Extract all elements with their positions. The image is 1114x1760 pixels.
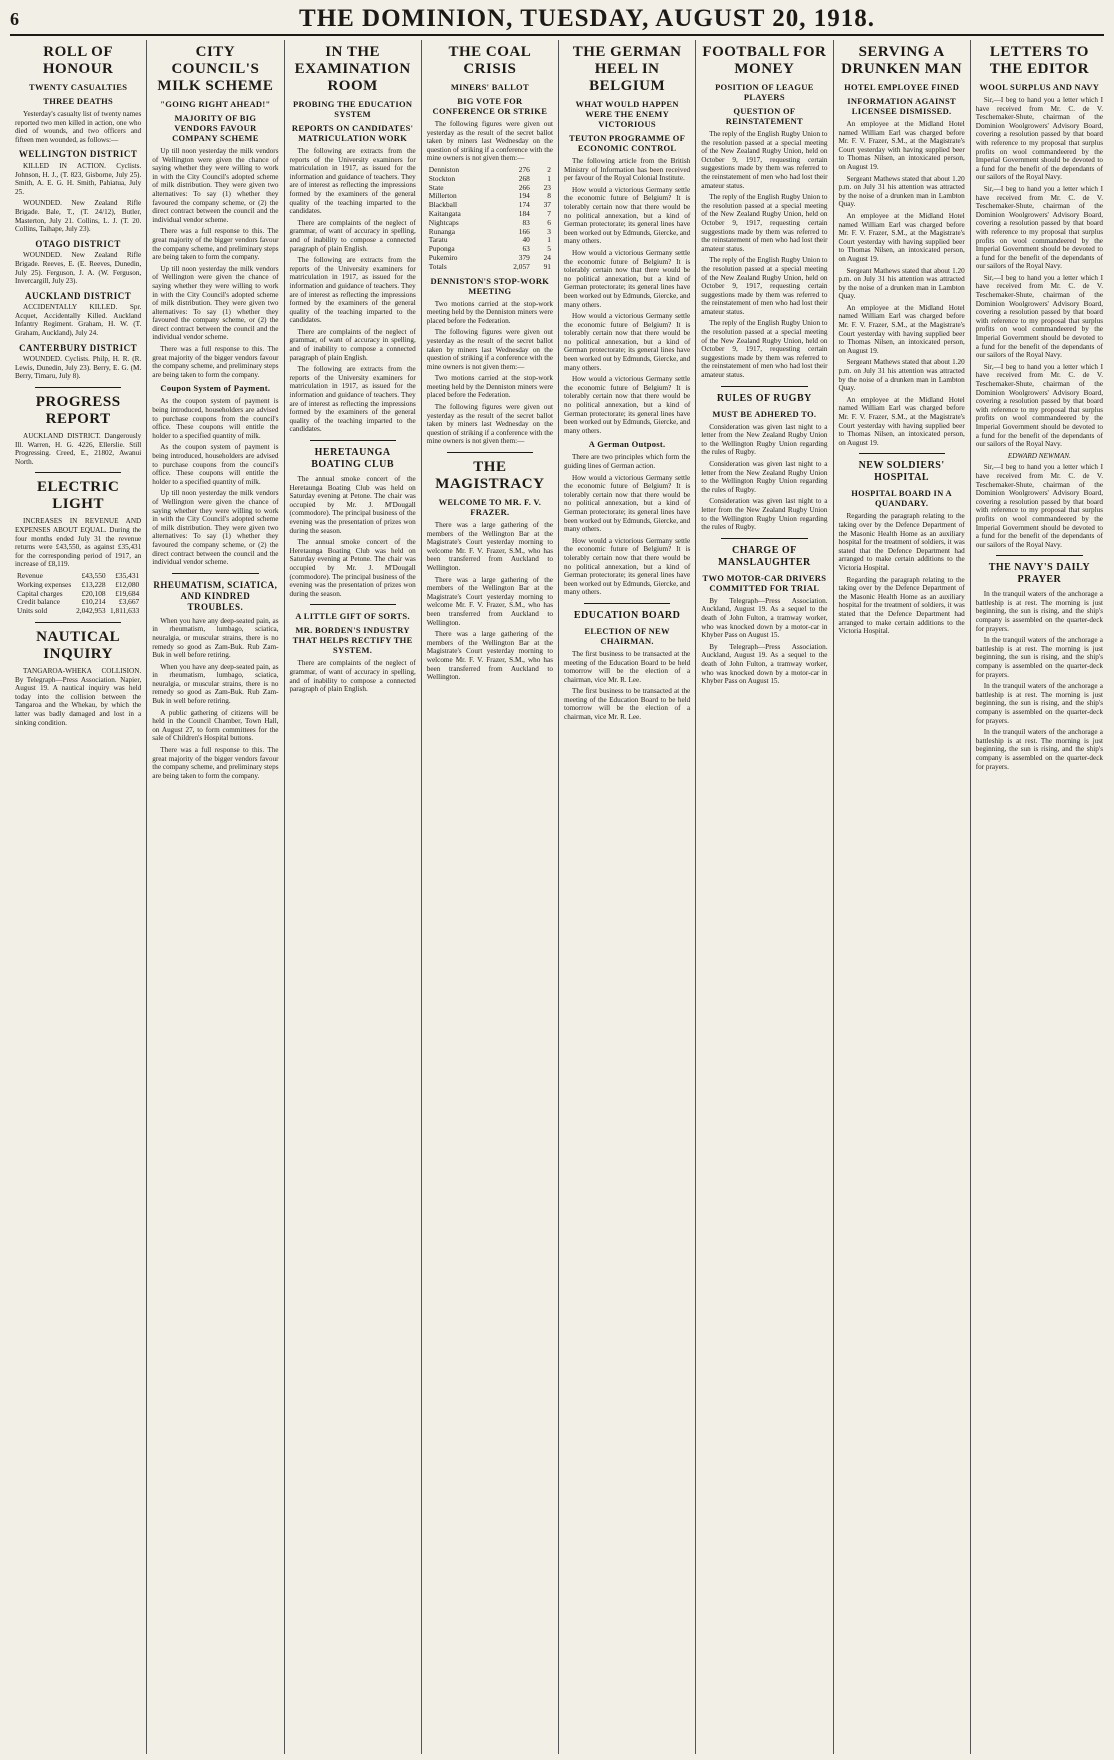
paragraph: How would a victorious Germany settle the economic future of Belgium? It is tolerably certain now that there would be no political annexation, but a kind of German protectorate; its general lines have been worked out by Edmunds, Giercke, and many others. bbox=[564, 185, 691, 246]
paragraph: There was a full response to this. The great majority of the bigger vendors favour the company scheme, and preliminary steps are being taken to form the company. bbox=[152, 227, 279, 262]
columns bbox=[10, 40, 1108, 1754]
paragraph: There are two principles which form the guiding lines of German action. bbox=[564, 453, 691, 470]
paragraph: The following article from the British Ministry of Information has been received per favour of the Royal Colonial Institute. bbox=[564, 157, 691, 183]
district-heading: WELLINGTON DISTRICT bbox=[18, 149, 138, 160]
paragraph: When you have any deep-seated pain, as in rheumatism, lumbago, sciatica, neuralgia, or muscular strains, there is no remedy so good as Zam-Buk. Rub Zam-Buk in well before retiring. bbox=[152, 616, 279, 660]
table-row: Pukemiro 379 24 bbox=[428, 252, 551, 262]
paragraph: As the coupon system of payment is being introduced, householders are advised to purchase coupons from the council's office. These coupons will entitle the holder to a specified quantity of milk. bbox=[152, 443, 279, 486]
column-examination bbox=[285, 40, 422, 1754]
paragraph: How would a victorious Germany settle the economic future of Belgium? It is tolerably certain now that there would be no political annexation, but a kind of German protectorate; its general lines have been worked out by Edmunds, Giercke, and many others. bbox=[564, 248, 691, 309]
table-cell: £10,214 bbox=[81, 597, 106, 607]
table-cell: £19,684 bbox=[115, 588, 140, 598]
table-cell: £12,080 bbox=[115, 579, 140, 589]
subhead: A LITTLE GIFT OF SORTS. bbox=[295, 611, 410, 622]
paragraph: Up till noon yesterday the milk vendors of Wellington were given the chance of saying whether they were willing to work in with the City Council's adopted scheme of milk distribution. They were given two alternatives: To say (1) whether they favoured the company scheme, or (2) the direct contract between the council and the individual vendor scheme. bbox=[152, 264, 279, 342]
table-row: Taratu 40 1 bbox=[428, 235, 551, 245]
paragraph: Regarding the paragraph relating to the taking over by the Defence Department of the Masonic Health Home as an auxiliary hospital for the treatment of soldiers, it was stated that the Defence Department had arranged to make certain additions to the Victoria Hospital. bbox=[838, 575, 965, 636]
column-german-heel bbox=[559, 40, 696, 1754]
headline-education-board: EDUCATION BOARD bbox=[573, 609, 681, 621]
subhead: MAJORITY OF BIG VENDORS FAVOUR COMPANY SCHEME bbox=[172, 113, 259, 143]
paragraph: In the tranquil waters of the anchorage a battleship is at rest. The morning is just beginning, the sun is rising, and the ship's company is assembled on the quarter-deck for prayers. bbox=[975, 590, 1103, 633]
table-cell: Capital charges bbox=[17, 588, 63, 598]
paragraph: Up till noon yesterday the milk vendors of Wellington were given the chance of saying whether they were willing to work in with the City Council's adopted scheme of milk distribution. They were given two alternatives: To say (1) whether they favoured the company scheme, or (2) the direct contract between the council and the individual vendor scheme. bbox=[152, 147, 279, 224]
column-roll-of-honour bbox=[10, 40, 147, 1754]
paragraph: WOUNDED. Cyclists. Philp, H. R. (R. Lewis, Dunedin, July 23). Berry, E. G. (M. Berry, Timaru, July 8). bbox=[15, 355, 142, 381]
paragraph: Consideration was given last night to a letter from the New Zealand Rugby Union to the Wellington Rugby Union regarding the rules of Rugby. bbox=[701, 422, 828, 457]
subhead: MUST BE ADHERED TO. bbox=[712, 408, 817, 419]
paragraph: Sir,—I beg to hand you a letter which I have received from Mr. C. de V. Teschemaker-Shute, chairman of the Dominion Woolgrowers' Advisory Board, covering a resolution passed by that board with reference to my proposal that surplus profits on wool commandeered by the Imperial Government should be devoted to a fund for the benefit of the dependants of our sailors of the Royal Navy. bbox=[975, 362, 1103, 449]
paragraph: A public gathering of citizens will be held in the Council Chamber, Town Hall, on August 27, to form committees for the sale of Children's Hospital buttons. bbox=[152, 708, 279, 743]
paragraph: An employee at the Midland Hotel named William Earl was charged before Mr. F. V. Frazer, S.M., at the Magistrate's Court yesterday with having supplied beer to Thomas Nilsen, an intoxicated person, on August 19. bbox=[838, 120, 965, 171]
paragraph: Two motions carried at the stop-work meeting held by the Denniston miners were placed before the Federation. bbox=[426, 374, 553, 400]
paragraph: By Telegraph—Press Association. Auckland, August 19. As a sequel to the death of John Fulton, a tramway worker, who was knocked down by a motor-car in Khyber Pass on August 15. bbox=[701, 596, 828, 640]
column-letters bbox=[971, 40, 1108, 1754]
paragraph: The reply of the English Rugby Union to the resolution passed at a special meeting of the New Zealand Rugby Union, held on October 9, 1917, requesting certain suggestions made by them was referred to the reinstatement of men who had lost their amateur status. bbox=[701, 193, 828, 253]
table-row: Runanga 166 3 bbox=[428, 226, 551, 236]
divider bbox=[721, 538, 807, 539]
table-row: State 266 23 bbox=[428, 182, 551, 192]
subhead: WELCOME TO MR. F. V. FRAZER. bbox=[438, 497, 542, 518]
headline-football-for-money: FOOTBALL FOR MONEY bbox=[702, 44, 827, 77]
paragraph: Sergeant Mathews stated that about 1.20 p.m. on July 31 his attention was attracted by the noise of a drunken man in Lambton Quay. bbox=[838, 174, 965, 209]
table-cell: £35,431 bbox=[115, 570, 140, 580]
paragraph: There was a large gathering of the members of the Wellington Bar at the Magistrate's Court yesterday morning to welcome Mr. F. V. Frazer, S.M., who has been transferred from Auckland to Wellington. bbox=[426, 521, 553, 572]
divider bbox=[172, 573, 258, 574]
district-heading: OTAGO DISTRICT bbox=[35, 238, 121, 249]
subhead: THREE DEATHS bbox=[43, 96, 114, 106]
page-number: 6 bbox=[10, 8, 19, 29]
divider bbox=[35, 622, 121, 623]
subhead: TWO MOTOR-CAR DRIVERS COMMITTED FOR TRIAL bbox=[702, 572, 827, 593]
table-row: Millerton 194 8 bbox=[428, 191, 551, 201]
column-drunken-man bbox=[834, 40, 971, 1754]
subhead: HOSPITAL BOARD IN A QUANDARY. bbox=[851, 488, 952, 509]
paragraph: The reply of the English Rugby Union to the resolution passed at a special meeting of the New Zealand Rugby Union, held on October 9, 1917, requesting certain suggestions made by them was referred to the reinstatement of men who had lost their amateur status. bbox=[701, 130, 828, 190]
headline-soldiers-hospital: NEW SOLDIERS' HOSPITAL bbox=[858, 460, 945, 484]
table-row bbox=[15, 607, 141, 616]
subhead: REPORTS ON CANDIDATES' MATRICULATION WORK bbox=[291, 123, 414, 143]
paragraph: By Telegraph—Press Association. Auckland, August 19. As a sequel to the death of John Fulton, a tramway worker, who was knocked down by a motor-car in Khyber Pass on August 15. bbox=[701, 642, 828, 686]
subhead: Coupon System of Payment. bbox=[160, 383, 271, 394]
newspaper-title: THE DOMINION, TUESDAY, AUGUST 20, 1918. bbox=[299, 5, 875, 32]
divider bbox=[310, 440, 396, 441]
paragraph: Sir,—I beg to hand you a letter which I have received from Mr. C. de V. Teschemaker-Shute, chairman of the Dominion Woolgrowers' Advisory Board, covering a resolution passed by that board with reference to my proposal that surplus profits on wool commandeered by the Imperial Government should be devoted to a fund for the benefit of the dependants of our sailors of the Royal Navy. bbox=[975, 273, 1103, 360]
paragraph: The following are extracts from the reports of the University examiners for matriculation in 1917, as issued for the information and guidance of teachers. They are of interest as reflecting the impressions formed by the examiners of the general quality of the teaching imparted to the candidates. bbox=[289, 147, 416, 216]
divider bbox=[310, 604, 396, 605]
headline-coal-crisis: THE COAL CRISIS bbox=[448, 44, 532, 77]
subhead: "GOING RIGHT AHEAD!" bbox=[160, 99, 271, 109]
paragraph: Sergeant Mathews stated that about 1.20 p.m. on July 31 his attention was attracted by the noise of a drunken man in Lambton Quay. bbox=[838, 358, 965, 393]
subhead: MINERS' BALLOT bbox=[450, 82, 529, 92]
paragraph: The following figures were given out yesterday as the result of the secret ballot taken by miners last Wednesday on the question of striking if a conference with the mine owners is not given them:— bbox=[426, 328, 553, 371]
paragraph: An employee at the Midland Hotel named William Earl was charged before Mr. F. V. Frazer, S.M., at the Magistrate's Court yesterday with having supplied beer to Thomas Nilsen, an intoxicated person, on August 19. bbox=[838, 395, 965, 447]
paragraph: KILLED IN ACTION. Cyclists. Johnson, H. J., (T. 823, Gisborne, July 25). Smith, A. E. G. H. Smith, Pahiatua, July 25. bbox=[15, 161, 142, 196]
headline-rheumatism: RHEUMATISM, SCIATICA, AND KINDRED TROUBLES. bbox=[153, 579, 278, 612]
paragraph: Regarding the paragraph relating to the taking over by the Defence Department of the Masonic Health Home as an auxiliary hospital for the treatment of soldiers, it was stated that the Defence Department had arranged to make certain additions to the Victoria Hospital. bbox=[838, 512, 965, 572]
divider bbox=[584, 603, 670, 604]
paragraph: INCREASES IN REVENUE AND EXPENSES ABOUT EQUAL. During the four months ended July 31 the revenue returns were £43,550, as against £35,431 for the corresponding period of 1917, an increase of £8,119. bbox=[15, 517, 142, 569]
paragraph: In the tranquil waters of the anchorage a battleship is at rest. The morning is just beginning, the sun is rising, and the ship's company is assembled on the quarter-deck for prayers. bbox=[975, 728, 1103, 771]
paragraph: In the tranquil waters of the anchorage a battleship is at rest. The morning is just beginning, the sun is rising, and the ship's company is assembled on the quarter-deck for prayers. bbox=[975, 636, 1103, 679]
paragraph: An employee at the Midland Hotel named William Earl was charged before Mr. F. V. Frazer, S.M., at the Magistrate's Court yesterday with having supplied beer to Thomas Nilsen, an intoxicated person, on August 19. bbox=[838, 211, 965, 263]
divider bbox=[35, 472, 121, 473]
paragraph: How would a victorious Germany settle the economic future of Belgium? It is tolerably certain now that there would be no political annexation, but a kind of German protectorate; its general lines have been worked out by Edmunds, Giercke, and many others. bbox=[564, 312, 691, 372]
paragraph: Sir,—I beg to hand you a letter which I have received from Mr. C. de V. Teschemaker-Shute, chairman of the Dominion Woolgrowers' Advisory Board, covering a resolution passed by that board with reference to my proposal that surplus profits on wool commandeered by the Imperial Government should be devoted to a fund for the benefit of the dependants of our sailors of the Royal Navy. bbox=[975, 463, 1103, 549]
subhead: ELECTION OF NEW CHAIRMAN. bbox=[584, 625, 670, 646]
headline-german-heel: THE GERMAN HEEL IN BELGIUM bbox=[572, 44, 682, 94]
subhead: QUESTION OF REINSTATEMENT bbox=[725, 106, 804, 126]
headline-milk-scheme: CITY COUNCIL'S MILK SCHEME bbox=[157, 44, 274, 94]
district-heading: AUCKLAND DISTRICT bbox=[24, 290, 132, 301]
headline-boating-club: HERETAUNGA BOATING CLUB bbox=[311, 447, 395, 470]
subhead: MR. BORDEN'S INDUSTRY THAT HELPS RECTIFY THE SYSTEM. bbox=[292, 625, 413, 656]
paragraph: The annual smoke concert of the Heretaunga Boating Club was held on Saturday evening at Petone. The chair was occupied by Mr. J. M'Dougall (commodore). The principal business of the evening was the presentation of prizes won during the season. bbox=[289, 475, 416, 535]
paragraph: Consideration was given last night to a letter from the New Zealand Rugby Union to the Wellington Rugby Union regarding the rules of Rugby. bbox=[701, 460, 828, 494]
table-cell: £3,667 bbox=[118, 597, 140, 607]
headline-rules-of-rugby: RULES OF RUGBY bbox=[716, 392, 812, 404]
district-heading: CANTERBURY DISTRICT bbox=[19, 342, 138, 353]
paragraph: Two motions carried at the stop-work meeting held by the Denniston miners were placed before the Federation. bbox=[426, 299, 553, 325]
paragraph: WOUNDED. New Zealand Rifle Brigade. Reeves, E. (E. Reeves, Dunedin, July 25). Ferguson, J. A. (W. Ferguson, Invercargill, July 23). bbox=[15, 251, 142, 286]
paragraph: As the coupon system of payment is being introduced, householders are advised to purchase coupons from the council's office. These coupons will entitle the holder to a specified quantity of milk. bbox=[152, 397, 279, 440]
paragraph: Consideration was given last night to a letter from the New Zealand Rugby Union to the Wellington Rugby Union regarding the rules of Rugby. bbox=[701, 497, 828, 532]
headline-navy-prayer: THE NAVY'S DAILY PRAYER bbox=[988, 562, 1091, 586]
subhead: BIG VOTE FOR CONFERENCE OR STRIKE bbox=[432, 96, 548, 116]
table-row: Stockton 268 1 bbox=[428, 173, 551, 183]
paragraph: The reply of the English Rugby Union to the resolution passed at a special meeting of the New Zealand Rugby Union, held on October 9, 1917, requesting certain suggestions made by them was referred to the reinstatement of men who had lost their amateur status. bbox=[701, 319, 828, 380]
headline-magistracy: THE MAGISTRACY bbox=[435, 459, 545, 493]
paragraph: The reply of the English Rugby Union to the resolution passed at a special meeting of the New Zealand Rugby Union, held on October 9, 1917, requesting certain suggestions made by them was referred to the reinstatement of men who had lost their amateur status. bbox=[701, 256, 828, 316]
table-cell: Units sold bbox=[17, 606, 48, 616]
divider bbox=[447, 452, 533, 453]
column-coal-crisis bbox=[422, 40, 559, 1754]
table-cell: Revenue bbox=[17, 570, 43, 580]
paragraph: Up till noon yesterday the milk vendors of Wellington were given the chance of saying whether they were willing to work in with the City Council's adopted scheme of milk distribution. They were given two alternatives: To say (1) whether they favoured the company scheme, or (2) the direct contract between the council and the individual vendor scheme. bbox=[152, 489, 279, 567]
paragraph: The first business to be transacted at the meeting of the Education Board to be held tomorrow will be the election of a chairman, vice Mr. R. Lee. bbox=[564, 687, 691, 722]
revenue-table bbox=[15, 572, 141, 616]
headline-serving-drunken-man: SERVING A DRUNKEN MAN bbox=[841, 44, 963, 77]
subhead: TEUTON PROGRAMME OF ECONOMIC CONTROL bbox=[569, 133, 686, 153]
paragraph: TANGAROA-WHEKA COLLISION. By Telegraph—Press Association. Napier, August 19. A nautical inquiry was held today into the collision between the Tangaroa and the Whekau, by which the latter was badly damaged and lost in a sinking condition. bbox=[15, 666, 142, 727]
table-row: Puponga 63 5 bbox=[428, 244, 551, 254]
masthead bbox=[10, 4, 1104, 36]
paragraph: ACCIDENTALLY KILLED. Spr. Acquet, Accidentally Killed. Auckland Infantry Regiment. Graham, H. W. (T. Graham, Auckland), July 24. bbox=[15, 303, 142, 338]
paragraph: There are complaints of the neglect of grammar, of want of accuracy in spelling, and of inability to compose a connected paragraph of plain English. bbox=[289, 659, 416, 694]
paragraph: The annual smoke concert of the Heretaunga Boating Club was held on Saturday evening at Petone. The chair was occupied by Mr. J. M'Dougall (commodore). The principal business of the evening was the presentation of prizes won during the season. bbox=[289, 538, 416, 598]
table-row: Denniston 276 2 bbox=[428, 164, 551, 174]
column-milk-scheme bbox=[147, 40, 284, 1754]
table-row: Kaitangata 184 7 bbox=[428, 208, 551, 218]
paragraph: There are complaints of the neglect of grammar, of want of accuracy in spelling, and of inability to compose a connected paragraph of plain English. bbox=[289, 218, 416, 253]
divider bbox=[35, 387, 121, 388]
subhead: WOOL SURPLUS AND NAVY bbox=[979, 82, 1100, 92]
paragraph: An employee at the Midland Hotel named William Earl was charged before Mr. F. V. Frazer, S.M., at the Magistrate's Court yesterday with having supplied beer to Thomas Nilsen, an intoxicated person, on August 19. bbox=[838, 303, 965, 355]
table-cell: 2,042,953 bbox=[76, 606, 106, 616]
subhead: WHAT WOULD HAPPEN WERE THE ENEMY VICTORIOUS bbox=[575, 99, 679, 129]
table-cell: £43,550 bbox=[81, 570, 106, 580]
subhead: TWENTY CASUALTIES bbox=[29, 82, 128, 92]
headline-roll-of-honour: ROLL OF HONOUR bbox=[42, 44, 114, 77]
subhead: A German Outpost. bbox=[588, 439, 666, 450]
headline-letters-to-editor: LETTERS TO THE EDITOR bbox=[989, 44, 1090, 77]
headline-electric-light: ELECTRIC LIGHT bbox=[36, 479, 120, 513]
headline-nautical-inquiry: NAUTICAL INQUIRY bbox=[36, 628, 121, 662]
paragraph: Yesterday's casualty list of twenty names reported two men killed in action, one who died of wounds, and two officers and fifteen men wounded, as follows:— bbox=[15, 110, 142, 144]
paragraph: When you have any deep-seated pain, as in rheumatism, lumbago, sciatica, neuralgia, or muscular strains, there is no remedy so good as Zam-Buk. Rub Zam-Buk in well before retiring. bbox=[152, 662, 279, 706]
paragraph: How would a victorious Germany settle the economic future of Belgium? It is tolerably certain now that there would be no political annexation, but a kind of German protectorate; its general lines have been worked out by Edmunds, Giercke, and many others. bbox=[564, 473, 691, 534]
paragraph: AUCKLAND DISTRICT. Dangerously Ill. Warren, H. G. 4226, Ellerslie. Still Progressing. Creed, E., 21802, Awanui North. bbox=[15, 432, 142, 466]
paragraph: How would a victorious Germany settle the economic future of Belgium? It is tolerably certain now that there would be no political annexation, but a kind of German protectorate; its general lines have been worked out by Edmunds, Giercke, and many others. bbox=[564, 375, 691, 435]
paragraph: The following are extracts from the reports of the University examiners for matriculation in 1917, as issued for the information and guidance of teachers. They are of interest as reflecting the impressions formed by the examiners of the general quality of the teaching imparted to the candidates. bbox=[289, 256, 416, 325]
paragraph: There are complaints of the neglect of grammar, of want of accuracy in spelling, and of inability to compose a connected paragraph of plain English. bbox=[289, 327, 416, 362]
table-cell: Credit balance bbox=[17, 597, 60, 607]
paragraph: The following are extracts from the reports of the University examiners for matriculation in 1917, as issued for the information and guidance of teachers. They are of interest as reflecting the impressions formed by the examiners of the general quality of the teaching imparted to the candidates. bbox=[289, 365, 416, 434]
signature: EDWARD NEWMAN. bbox=[1007, 451, 1071, 460]
table-row: Totals 2,057 91 bbox=[428, 261, 551, 271]
headline-examination-room: IN THE EXAMINATION ROOM bbox=[294, 44, 411, 94]
paragraph: Sir,—I beg to hand you a letter which I have received from Mr. C. de V. Teschemaker-Shute, chairman of the Dominion Woolgrowers' Advisory Board, covering a resolution passed by that board with reference to my proposal that surplus profits on wool commandeered by the Imperial Government should be devoted to a fund for the benefit of the dependants of our sailors of the Royal Navy. bbox=[975, 96, 1103, 182]
paragraph: Sergeant Mathews stated that about 1.20 p.m. on July 31 his attention was attracted by the noise of a drunken man in Lambton Quay. bbox=[838, 266, 965, 301]
divider bbox=[859, 453, 945, 454]
paragraph: How would a victorious Germany settle the economic future of Belgium? It is tolerably certain now that there would be no political annexation, but a kind of German protectorate; its general lines have been worked out by Edmunds, Giercke, and many others. bbox=[564, 536, 691, 597]
subhead: POSITION OF LEAGUE PLAYERS bbox=[715, 82, 814, 102]
paragraph: Sir,—I beg to hand you a letter which I have received from Mr. C. de V. Teschemaker-Shute, chairman of the Dominion Woolgrowers' Advisory Board, covering a resolution passed by that board with reference to my proposal that surplus profits on wool commandeered by the Imperial Government should be devoted to a fund for the benefit of the dependants of our sailors of the Royal Navy. bbox=[975, 184, 1103, 271]
paragraph: There was a full response to this. The great majority of the bigger vendors favour the company scheme, and preliminary steps are being taken to form the company. bbox=[152, 345, 279, 379]
subhead: DENNISTON'S STOP-WORK MEETING bbox=[430, 275, 550, 296]
table-cell: 1,811,633 bbox=[109, 606, 140, 616]
table-row: Blackball 174 37 bbox=[428, 200, 551, 210]
paragraph: In the tranquil waters of the anchorage a battleship is at rest. The morning is just beginning, the sun is rising, and the ship's company is assembled on the quarter-deck for prayers. bbox=[975, 682, 1103, 725]
table-cell: £20,108 bbox=[81, 588, 106, 598]
column-football bbox=[696, 40, 833, 1754]
subhead: INFORMATION AGAINST LICENSEE DISMISSED. bbox=[847, 96, 956, 116]
ballot-table bbox=[427, 166, 553, 272]
subhead: HOTEL EMPLOYEE FINED bbox=[844, 82, 960, 92]
paragraph: The following figures were given out yesterday as the result of the secret ballot taken by miners last Wednesday on the question of striking if a conference with the mine owners is not given them:— bbox=[426, 403, 553, 446]
headline-progress-report: PROGRESS REPORT bbox=[35, 394, 121, 428]
paragraph: WOUNDED. New Zealand Rifle Brigade. Bale, T., (T. 24/12), Butler, Masterton, July 21. Collins, L. J. (T. 20. Collins, Taihape, July 23). bbox=[15, 199, 142, 234]
paragraph: The first business to be transacted at the meeting of the Education Board to be held tomorrow will be the election of a chairman, vice Mr. R. Lee. bbox=[564, 649, 691, 684]
divider bbox=[721, 386, 807, 387]
paragraph: There was a large gathering of the members of the Wellington Bar at the Magistrate's Court yesterday morning to welcome Mr. F. V. Frazer, S.M., who has been transferred from Auckland to Wellington. bbox=[426, 575, 553, 627]
table-row: Nightcaps 83 6 bbox=[428, 217, 551, 227]
divider bbox=[996, 555, 1083, 556]
paragraph: The following figures were given out yesterday as the result of the secret ballot taken by miners last Wednesday on the question of striking if a conference with the mine owners is not given them:— bbox=[426, 120, 553, 163]
table-cell: £13,228 bbox=[81, 579, 106, 589]
headline-manslaughter: CHARGE OF MANSLAUGHTER bbox=[718, 544, 811, 568]
table-cell: Working expenses bbox=[17, 579, 72, 589]
paragraph: There was a full response to this. The great majority of the bigger vendors favour the company scheme, and preliminary steps are being taken to form the company. bbox=[152, 746, 279, 780]
subhead: PROBING THE EDUCATION SYSTEM bbox=[292, 99, 413, 119]
paragraph: There was a large gathering of the members of the Wellington Bar at the Magistrate's Court yesterday morning to welcome Mr. F. V. Frazer, S.M., who has been transferred from Auckland to Wellington. bbox=[426, 630, 553, 682]
